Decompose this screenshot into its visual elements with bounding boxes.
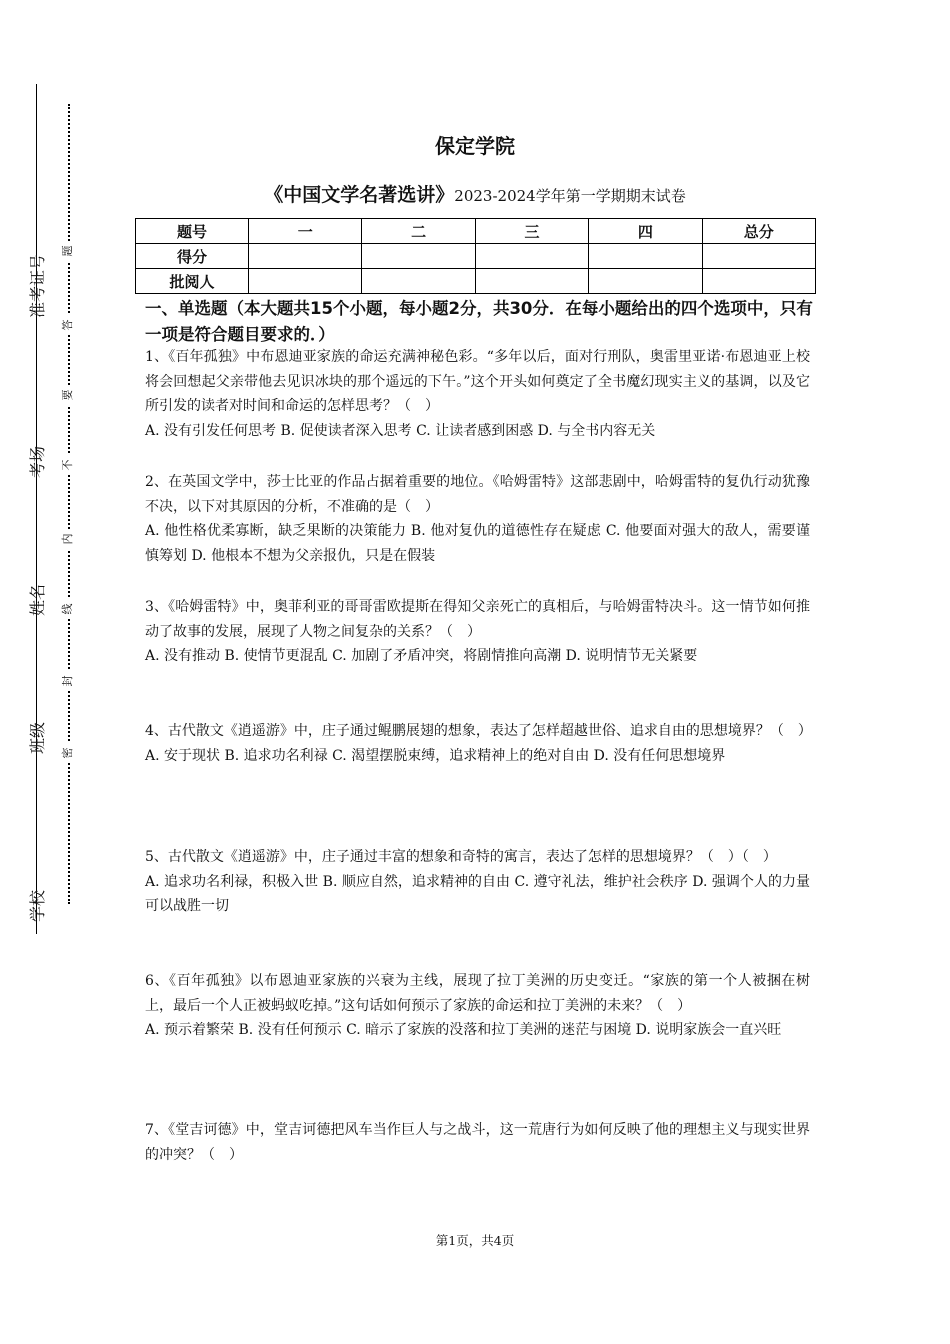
question-options: A. 预示着繁荣 B. 没有任何预示 C. 暗示了家族的没落和拉丁美洲的迷茫与困境 D. 说明家族会一直兴旺 (145, 1022, 782, 1038)
question-options: A. 安于现状 B. 追求功名利禄 C. 渴望摆脱束缚，追求精神上的绝对自由 D. 没有任何思想境界 (145, 747, 726, 764)
seal-char: 不 (59, 455, 77, 475)
table-header-cell: 二 (362, 219, 475, 244)
table-header-cell: 三 (475, 219, 588, 244)
score-row (136, 244, 816, 269)
reviewer-cell (589, 269, 702, 294)
table-header-cell: 四 (589, 219, 702, 244)
question-item (145, 1118, 810, 1167)
question-options: A. 没有引发任何思考 B. 促使读者深入思考 C. 让读者感到困惑 D. 与全书内容无关 (145, 422, 656, 439)
seal-char: 线 (59, 599, 77, 619)
class-label: 班级 (27, 722, 47, 755)
question-item (145, 595, 810, 669)
reviewer-cell (249, 269, 362, 294)
question-item (145, 845, 810, 919)
seal-dotted-line (68, 104, 70, 904)
question-item (145, 345, 810, 443)
question-item (145, 969, 810, 1043)
score-cell (475, 244, 588, 269)
row-label: 得分 (136, 244, 249, 269)
score-cell (249, 244, 362, 269)
score-cell (702, 244, 815, 269)
course-name: 《中国文学名著选讲》 (264, 184, 455, 206)
margin-solid-line (36, 84, 37, 934)
seal-char: 内 (59, 529, 77, 549)
school-label: 学校 (27, 890, 47, 923)
question-stem: 1、《百年孤独》中布恩迪亚家族的命运充满神秘色彩。“多年以后，面对行刑队，奥雷里亚诺·布恩迪亚上校将会回想起父亲带他去见识冰块的那个遥远的下午。”这个开头如何奠定了全书魔幻现实主义的基调，以及它所引发的读者对时间和命运的怎样思考？（ ） (145, 349, 810, 414)
question-item (145, 470, 810, 568)
section-heading: 一、单选题（本大题共15个小题，每小题2分，共30分．在每小题给出的四个选项中，只有一项是符合题目要求的．） (145, 299, 813, 344)
score-table-header-row (136, 219, 816, 244)
table-header-cell: 题号 (136, 219, 249, 244)
score-cell (589, 244, 702, 269)
exam-room-label: 考场 (27, 446, 47, 479)
question-stem: 4、古代散文《逍遥游》中，庄子通过鲲鹏展翅的想象，表达了怎样超越世俗、追求自由的思想境界？（ ） (145, 723, 812, 739)
reviewer-row (136, 269, 816, 294)
row-label: 批阅人 (136, 269, 249, 294)
question-stem: 3、《哈姆雷特》中，奥菲利亚的哥哥雷欧提斯在得知父亲死亡的真相后，与哈姆雷特决斗。这一情节如何推动了故事的发展，展现了人物之间复杂的关系？（ ） (145, 599, 810, 640)
institution-title: 保定学院 (435, 134, 515, 158)
score-table (135, 218, 816, 294)
exam-subtitle (0, 180, 950, 207)
exam-number-label: 准考证号 (27, 253, 47, 318)
question-stem: 5、古代散文《逍遥游》中，庄子通过丰富的想象和奇特的寓言，表达了怎样的思想境界？（ ）（ ） (145, 849, 777, 865)
score-cell (362, 244, 475, 269)
exam-term: 2023-2024学年第一学期期末试卷 (454, 187, 686, 205)
reviewer-cell (475, 269, 588, 294)
table-header-cell: 总分 (702, 219, 815, 244)
table-header-cell: 一 (249, 219, 362, 244)
question-options: A. 没有推动 B. 使情节更混乱 C. 加剧了矛盾冲突，将剧情推向高潮 D. 说明情节无关紧要 (145, 648, 698, 664)
question-options: A. 追求功名利禄，积极入世 B. 顺应自然，追求精神的自由 C. 遵守礼法，维护社会秩序 D. 强调个人的力量可以战胜一切 (145, 873, 810, 914)
page-number: 第1页，共4页 (435, 1233, 515, 1248)
reviewer-cell (362, 269, 475, 294)
seal-char: 密 (59, 743, 77, 763)
question-item (145, 719, 810, 768)
question-stem: 7、《堂吉诃德》中，堂吉诃德把风车当作巨人与之战斗，这一荒唐行为如何反映了他的理想主义与现实世界的冲突？（ ） (145, 1122, 810, 1163)
reviewer-cell (702, 269, 815, 294)
seal-char: 题 (59, 241, 77, 261)
question-options: A. 他性格优柔寡断，缺乏果断的决策能力 B. 他对复仇的道德性存在疑虑 C. 他要面对强大的敌人，需要谨慎筹划 D. 他根本不想为父亲报仇，只是在假装 (145, 523, 810, 564)
seal-char: 封 (59, 671, 77, 691)
seal-char: 答 (59, 315, 77, 335)
name-label: 姓名 (27, 584, 47, 617)
seal-char: 要 (59, 385, 77, 405)
question-stem: 2、在英国文学中，莎士比亚的作品占据着重要的地位。《哈姆雷特》这部悲剧中，哈姆雷特的复仇行动犹豫不决，以下对其原因的分析，不准确的是（ ） (145, 474, 810, 515)
question-stem: 6、《百年孤独》以布恩迪亚家族的兴衰为主线，展现了拉丁美洲的历史变迁。“家族的第一个人被捆在树上，最后一个人正被蚂蚁吃掉。”这句话如何预示了家族的命运和拉丁美洲的未来？（ ） (145, 973, 810, 1014)
